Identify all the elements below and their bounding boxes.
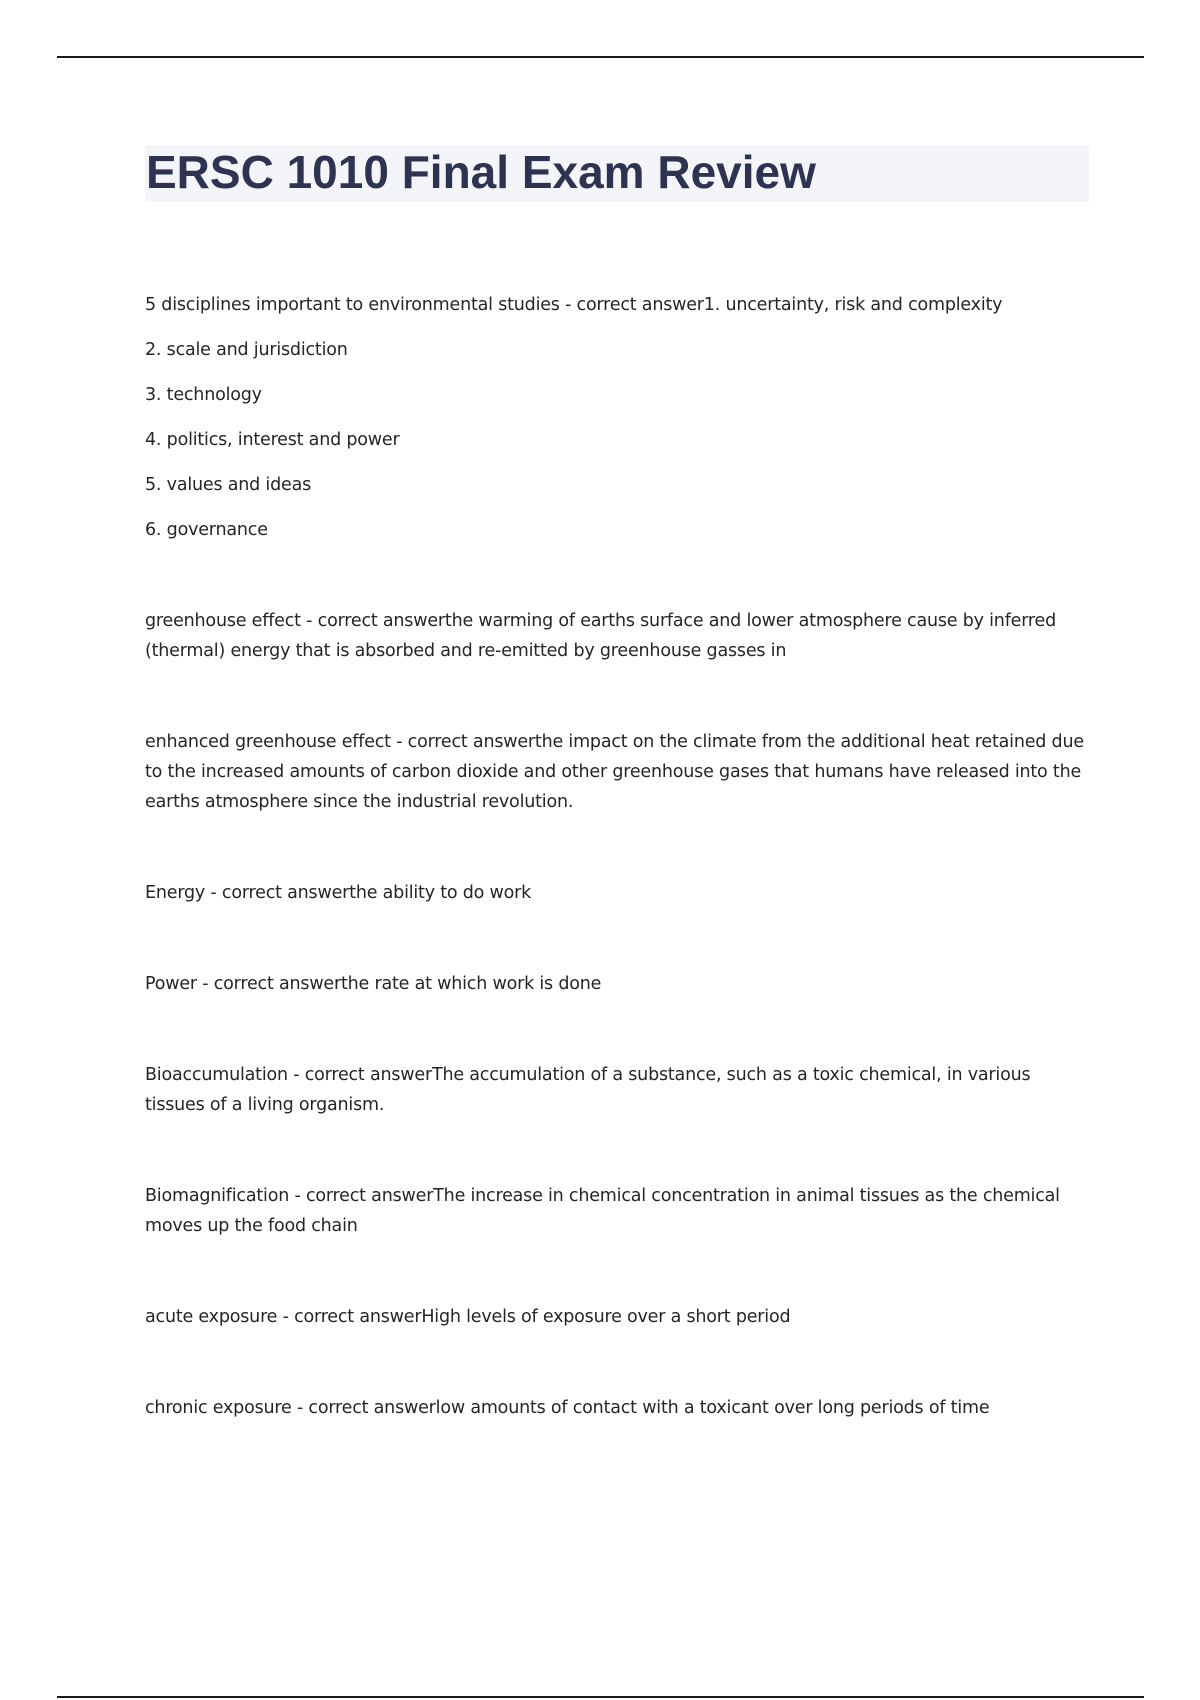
document-body <box>145 290 1095 1423</box>
disciplines-entry <box>145 290 1095 545</box>
entry-spacer <box>145 1241 1095 1302</box>
entry-line: 5. values and ideas <box>145 475 312 495</box>
entry-spacer <box>145 666 1095 727</box>
entry-greenhouse-effect: greenhouse effect - correct answerthe warming of earths surface and lower atmosphere cause by inferred (thermal) energy that is absorbed and re-emitted by greenhouse gasses in <box>145 611 1056 661</box>
entry-line: 4. politics, interest and power <box>145 430 400 450</box>
entry-spacer <box>145 817 1095 878</box>
entry-spacer <box>145 908 1095 969</box>
entry-line: 3. technology <box>145 385 262 405</box>
page-title: ERSC 1010 Final Exam Review <box>146 146 816 198</box>
entry-line: 6. governance <box>145 520 268 540</box>
entry-line: 2. scale and jurisdiction <box>145 340 348 360</box>
entry-spacer <box>145 999 1095 1060</box>
entry-spacer <box>145 1120 1095 1181</box>
entry-line: 5 disciplines important to environmental studies - correct answer1. uncertainty, risk and complexity <box>145 295 1003 315</box>
bottom-rule <box>57 1696 1144 1698</box>
entry-chronic-exposure: chronic exposure - correct answerlow amounts of contact with a toxicant over long periods of time <box>145 1398 990 1418</box>
entry-bioaccumulation: Bioaccumulation - correct answerThe accumulation of a substance, such as a toxic chemical, in various tissues of a living organism. <box>145 1065 1031 1115</box>
entry-energy: Energy - correct answerthe ability to do work <box>145 883 532 903</box>
entry-spacer <box>145 1332 1095 1393</box>
entry-power: Power - correct answerthe rate at which work is done <box>145 974 602 994</box>
top-rule <box>57 56 1144 58</box>
entry-acute-exposure: acute exposure - correct answerHigh levels of exposure over a short period <box>145 1307 791 1327</box>
entry-enhanced-greenhouse-effect: enhanced greenhouse effect - correct answerthe impact on the climate from the additional heat retained due to the increased amounts of carbon dioxide and other greenhouse gases that humans have released into the earths atmosphere since the industrial revolution. <box>145 732 1084 812</box>
entry-biomagnification: Biomagnification - correct answerThe increase in chemical concentration in animal tissues as the chemical moves up the food chain <box>145 1186 1060 1236</box>
